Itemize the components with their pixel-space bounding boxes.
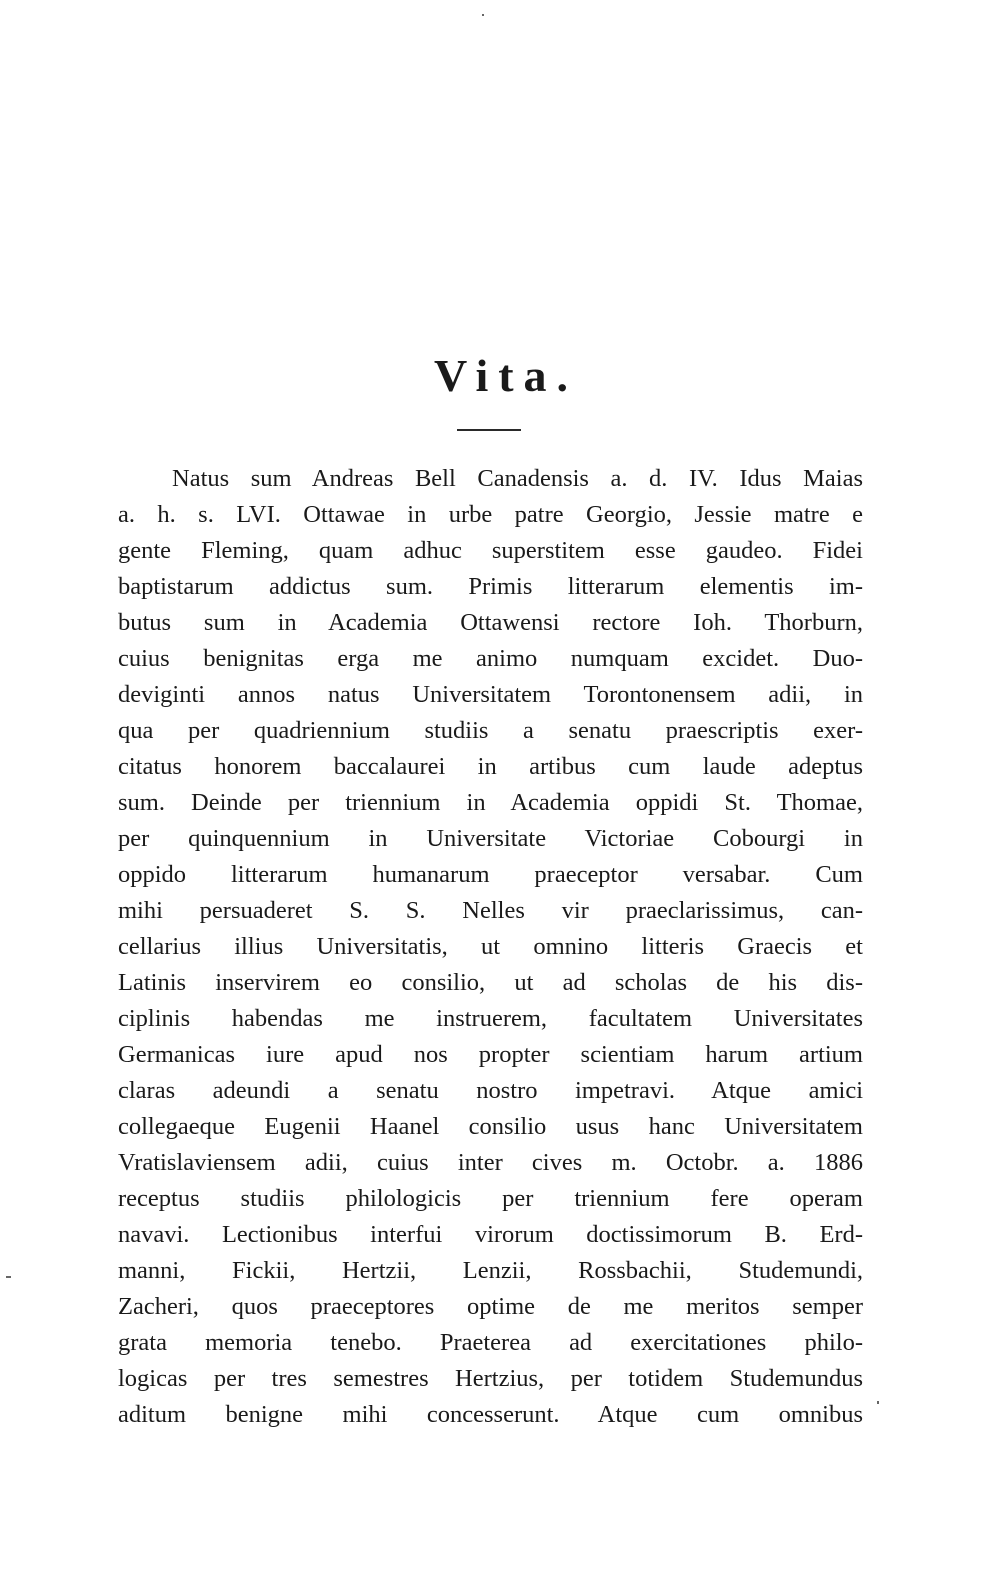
text-line: manni, Fickii, Hertzii, Lenzii, Rossbachii, Studemundi, [118,1257,863,1284]
page-title: Vita. [433,350,579,401]
text-line: aditum benigne mihi concesserunt. Atque cum omnibus [118,1401,863,1428]
text-line: citatus honorem baccalaurei in artibus cum laude adeptus [118,753,863,780]
text-line: Zacheri, quos praeceptores optime de me meritos semper [118,1293,863,1320]
vita-paragraph [118,461,863,1433]
text-line: gente Fleming, quam adhuc superstitem esse gaudeo. Fidei [118,537,863,564]
text-line: collegaeque Eugenii Haanel consilio usus hanc Universitatem [118,1113,863,1140]
text-line: navavi. Lectionibus interfui virorum doctissimorum B. Erd- [118,1221,863,1248]
text-line: deviginti annos natus Universitatem Torontonensem adii, in [118,681,863,708]
scan-speck [6,1276,11,1278]
text-line: mihi persuaderet S. S. Nelles vir praeclarissimus, can- [118,897,863,924]
text-line: cellarius illius Universitatis, ut omnino litteris Graecis et [118,933,863,960]
text-line: Vratislaviensem adii, cuius inter cives m. Octobr. a. 1886 [118,1149,863,1176]
text-line: logicas per tres semestres Hertzius, per totidem Studemundus [118,1365,863,1392]
text-line: butus sum in Academia Ottawensi rectore Ioh. Thorburn, [118,609,863,636]
text-line: ciplinis habendas me instruerem, facultatem Universitates [118,1005,863,1032]
title-divider [457,429,521,431]
text-line: oppido litterarum humanarum praeceptor versabar. Cum [118,861,863,888]
text-line: Latinis inservirem eo consilio, ut ad scholas de his dis- [118,969,863,996]
text-line: a. h. s. LVI. Ottawae in urbe patre Georgio, Jessie matre e [118,501,863,528]
text-line: receptus studiis philologicis per triennium fere operam [118,1185,863,1212]
text-line: Germanicas iure apud nos propter scientiam harum artium [118,1041,863,1068]
text-line: grata memoria tenebo. Praeterea ad exercitationes philo- [118,1329,863,1356]
scan-speck [877,1401,879,1404]
text-line: cuius benignitas erga me animo numquam excidet. Duo- [118,645,863,672]
text-line: claras adeundi a senatu nostro impetravi. Atque amici [118,1077,863,1104]
text-line: per quinquennium in Universitate Victoriae Cobourgi in [118,825,863,852]
text-line: Natus sum Andreas Bell Canadensis a. d. IV. Idus Maias [172,465,863,492]
text-line: baptistarum addictus sum. Primis litterarum elementis im- [118,573,863,600]
text-line: qua per quadriennium studiis a senatu praescriptis exer- [118,717,863,744]
scan-speck [482,14,484,16]
text-line: sum. Deinde per triennium in Academia oppidi St. Thomae, [118,789,863,816]
